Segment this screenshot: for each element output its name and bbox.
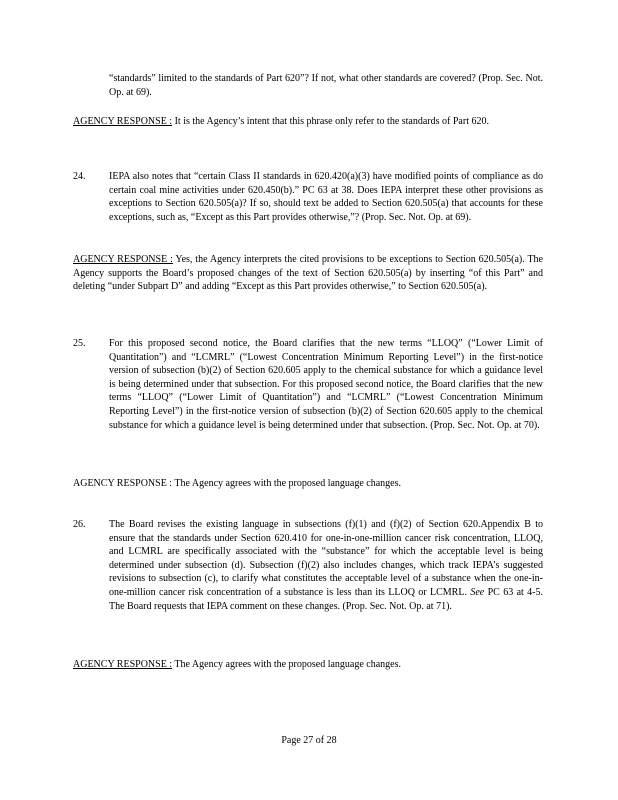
question-number: 25. — [73, 338, 86, 349]
agency-response-26 — [73, 658, 543, 672]
agency-response-24 — [73, 253, 543, 294]
response-label: AGENCY RESPONSE : — [73, 254, 173, 265]
response-text: The Agency agrees with the proposed language changes. — [172, 659, 401, 670]
question-text: IEPA also notes that “certain Class II standards in 620.420(a)(3) have modified points of compliance as do certain coal mine activities under 620.450(b).” PC 63 at 38. Does IEPA interpret these other provisions as exceptions to Section 620.505(a)? If so, should text be added to Section 620.505(a) that accounts for these exceptions, such as, “Except as this Part provides otherwise,”? (Prop. Sec. Not. Op. at 69). — [109, 171, 543, 223]
response-text: The Agency agrees with the proposed language changes. — [172, 478, 401, 489]
question-24 — [73, 170, 543, 240]
question-26 — [73, 518, 543, 643]
response-text: Yes, the Agency interprets the cited provisions to be exceptions to Section 620.505(a). The Agency supports the Board’s proposed changes of the text of Section 620.505(a) by inserting “of this Part” and deleting “under Subpart D” and adding “Except as this Part provides otherwise,” to Section 620.505(a). — [73, 254, 543, 293]
question-number: 26. — [73, 519, 86, 530]
question-text: For this proposed second notice, the Board clarifies that the new terms “LLOQ” (“Lower Limit of Quantitation”) and “LCMRL” (“Lowest Concentration Minimum Reporting Level”) in the first-notice version of subsection (b)(2) of Section 620.605 apply to the chemical substance for which a guidance level is being determined under that subsection. For this proposed second notice, the Board clarifies that the new terms “LLOQ” (“Lower Limit of Quantitation”) and “LCMRL” (“Lowest Concentration Minimum Reporting Level”) in the first-notice version of subsection (b)(2) of Section 620.605 apply to the chemical substance for which a guidance level is being determined under that subsection. (Prop. Sec. Not. Op. at 70). — [109, 338, 543, 431]
response-label: AGENCY RESPONSE : — [73, 116, 173, 127]
response-text: It is the Agency’s intent that this phrase only refer to the standards of Part 620. — [172, 116, 489, 127]
response-label: AGENCY RESPONSE : — [73, 478, 173, 489]
question-25 — [73, 337, 543, 462]
see-signal: See — [470, 586, 485, 598]
response-label: AGENCY RESPONSE : — [73, 659, 173, 670]
agency-response-25 — [73, 477, 543, 491]
question-number: 24. — [73, 171, 86, 182]
page-footer: Page 27 of 28 — [281, 735, 337, 746]
continued-question: “standards” limited to the standards of Part 620”? If not, what other standards are covered? (Prop. Sec. Not. Op. at 69). — [109, 73, 543, 98]
question-text: The Board revises the existing language in subsections (f)(1) and (f)(2) of Section 620.Appendix B to ensure that the standards under Section 620.410 for one-in-one-million cancer risk concentration, LLOQ, and LCMRL are specifically associated with the “substance” for which the acceptable level is being determined under subsection (d). Subsection (f)(2) also includes changes, which track IEPA’s suggested revisions to subsection (c), to clarify what constitutes the acceptable level of a substance when the one-in-one-million cancer risk concentration of a substance is less than its LLOQ or LCMRL. See PC 63 at 4-5. The Board requests that IEPA comment on these changes. (Prop. Sec. Not. Op. at 71). — [109, 519, 543, 612]
agency-response-a — [73, 115, 543, 129]
